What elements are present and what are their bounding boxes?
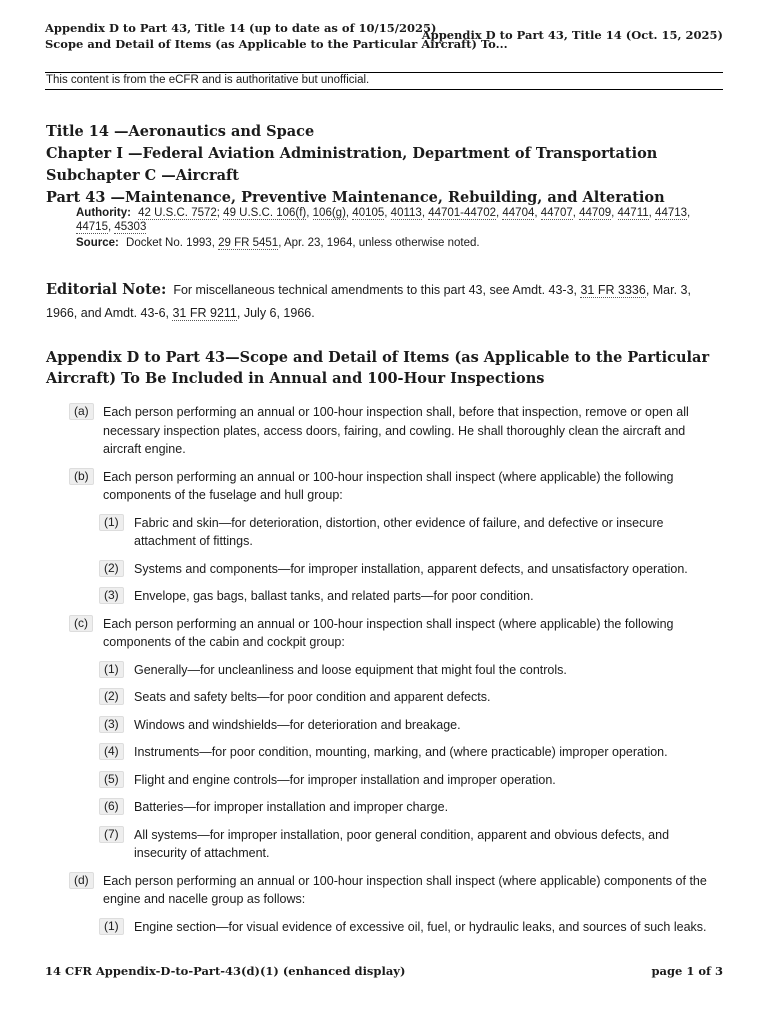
subparagraph-label[interactable]: (7) — [99, 826, 124, 843]
subparagraph-text: Systems and components—for improper installation, apparent defects, and unsatisfactory operation. — [134, 561, 688, 576]
footer-page-number: page 1 of 3 — [651, 964, 723, 978]
authority-link[interactable]: 45303 — [114, 221, 147, 233]
paragraph-c — [69, 615, 722, 652]
editorial-text-2: , Mar. 3, 1966, and Amdt. 43-6, — [46, 283, 691, 320]
subparagraph-label[interactable]: (1) — [99, 514, 124, 531]
subparagraph-label[interactable]: (6) — [99, 798, 124, 815]
appendix-heading: Appendix D to Part 43—Scope and Detail of Items (as Applicable to the Particular Aircraft) To Be Included in Annual and 100-Hour Inspections — [46, 349, 710, 387]
paragraph-list — [46, 403, 722, 936]
subparagraph — [99, 826, 722, 863]
paragraph-a — [69, 403, 722, 459]
source-line — [76, 236, 722, 250]
source-post: , Apr. 23, 1964, unless otherwise noted. — [278, 237, 480, 249]
paragraph-label[interactable]: (a) — [69, 403, 94, 420]
subparagraph — [99, 514, 722, 551]
authority-separator: , — [107, 221, 115, 233]
header-subtitle-line: Scope and Detail of Items (as Applicable to the Particular Aircraft) To... — [45, 37, 508, 51]
subparagraph-text: Instruments—for poor condition, mounting, marking, and (where practicable) improper operation. — [134, 745, 668, 759]
editorial-link-2[interactable]: 31 FR 9211 — [172, 306, 237, 320]
authority-line — [76, 206, 722, 234]
chapter-heading: Chapter I —Federal Aviation Administration, Department of Transportation — [46, 145, 658, 162]
authority-link[interactable]: 44707 — [540, 207, 573, 219]
subparagraph-label[interactable]: (4) — [99, 743, 124, 760]
editorial-text-3: , July 6, 1966. — [236, 306, 315, 320]
authority-link[interactable]: 40105 — [352, 207, 385, 219]
authority-link[interactable]: 44713 — [655, 207, 688, 219]
authority-separator: , — [421, 207, 429, 219]
subparagraph — [99, 798, 722, 817]
subparagraph-text: Engine section—for visual evidence of excessive oil, fuel, or hydraulic leaks, and sources of such leaks. — [134, 919, 707, 934]
subparagraph-text: Batteries—for improper installation and improper charge. — [134, 800, 449, 814]
paragraph-label[interactable]: (b) — [69, 468, 94, 485]
footer-citation: 14 CFR Appendix-D-to-Part-43(d)(1) (enhanced display) — [45, 964, 406, 978]
paragraph-b — [69, 468, 722, 505]
subparagraph — [99, 716, 722, 735]
paragraph-text: Each person performing an annual or 100-hour inspection shall inspect (where applicable) the following components of the fuselage and hull group: — [103, 469, 674, 502]
paragraph-d — [69, 872, 722, 909]
subparagraph-label[interactable]: (3) — [99, 716, 124, 733]
subparagraph-label[interactable]: (2) — [99, 560, 124, 577]
subparagraph-label[interactable]: (1) — [99, 661, 124, 678]
subchapter-heading: Subchapter C —Aircraft — [46, 167, 239, 184]
top-rule — [45, 72, 723, 73]
paragraph-text: Each person performing an annual or 100-hour inspection shall inspect (where applicable) the following components of the cabin and cockpit group: — [103, 616, 674, 649]
source-pre: Docket No. 1993, — [126, 237, 219, 249]
editorial-link-1[interactable]: 31 FR 3336 — [580, 283, 646, 297]
subparagraph — [99, 743, 722, 762]
authority-separator: , — [306, 207, 313, 219]
subparagraph-text: Windows and windshields—for deterioration and breakage. — [134, 717, 461, 732]
authority-separator: , — [496, 207, 503, 219]
source-fr-link[interactable]: 29 FR 5451 — [218, 237, 279, 249]
authority-separator: ; — [216, 207, 224, 219]
subparagraph-text: Generally—for uncleanliness and loose equipment that might foul the controls. — [134, 662, 567, 677]
subparagraph — [99, 918, 722, 937]
subparagraph — [99, 560, 722, 579]
authority-link[interactable]: 49 U.S.C. 106(f) — [223, 207, 307, 219]
editorial-note — [46, 278, 722, 325]
header-title-line: Appendix D to Part 43, Title 14 (up to date as of 10/15/2025) — [45, 21, 437, 35]
subparagraph-text: Flight and engine controls—for improper installation and improper operation. — [134, 772, 556, 787]
subparagraph-label[interactable]: (3) — [99, 587, 124, 604]
subparagraph — [99, 587, 722, 606]
editorial-text-1: For miscellaneous technical amendments to this part 43, see Amdt. 43-3, — [173, 283, 581, 297]
authority-separator: , — [611, 207, 618, 219]
subparagraph-text: Fabric and skin—for deterioration, distortion, other evidence of failure, and defective or insecure attachment of fittings. — [134, 515, 664, 548]
authority-link[interactable]: 106(g) — [312, 207, 346, 219]
authority-link[interactable]: 44704 — [502, 207, 535, 219]
authority-link[interactable]: 44715 — [76, 221, 108, 233]
notice-rule — [45, 89, 723, 90]
paragraph-text: Each person performing an annual or 100-hour inspection shall inspect (where applicable) components of the engine and nacelle group as follows: — [103, 873, 707, 906]
subparagraph — [99, 771, 722, 790]
subparagraph-text: Seats and safety belts—for poor condition and apparent defects. — [134, 690, 491, 704]
subparagraph-label[interactable]: (5) — [99, 771, 124, 788]
authority-separator: , — [572, 207, 580, 219]
authority-separator: , — [687, 207, 691, 219]
authority-link[interactable]: 44709 — [579, 207, 612, 219]
paragraph-label[interactable]: (c) — [69, 615, 93, 632]
authority-link[interactable]: 40113 — [390, 207, 422, 219]
editorial-label: Editorial Note: — [46, 281, 167, 298]
subparagraph-text: Envelope, gas bags, ballast tanks, and related parts—for poor condition. — [134, 589, 534, 603]
authority-label: Authority: — [76, 207, 131, 219]
subparagraph-label[interactable]: (2) — [99, 688, 124, 705]
source-label: Source: — [76, 237, 119, 249]
authority-separator: , — [534, 207, 541, 219]
authority-separator: , — [648, 207, 656, 219]
subparagraph — [99, 661, 722, 680]
ecfr-notice: This content is from the eCFR and is authoritative but unofficial. — [46, 74, 370, 86]
page-header-right: Appendix D to Part 43, Title 14 (Oct. 15, 2025) — [421, 28, 723, 42]
authority-separator: , — [345, 207, 353, 219]
authority-link[interactable]: 44711 — [617, 207, 649, 219]
authority-separator: , — [384, 207, 391, 219]
subparagraph-label[interactable]: (1) — [99, 918, 124, 935]
paragraph-label[interactable]: (d) — [69, 872, 94, 889]
subparagraph-text: All systems—for improper installation, poor general condition, apparent and obvious defects, and insecurity of attachment. — [134, 827, 670, 860]
document-body — [46, 123, 722, 945]
authority-links — [76, 207, 690, 234]
subparagraph — [99, 688, 722, 707]
paragraph-text: Each person performing an annual or 100-hour inspection shall, before that inspection, remove or open all necessary inspection plates, access doors, fairing, and cowling. He shall thoroughly clean the aircraft and aircraft engine. — [103, 405, 689, 456]
authority-link[interactable]: 44701-44702 — [428, 207, 496, 219]
authority-link[interactable]: 42 U.S.C. 7572 — [138, 207, 217, 219]
part-heading: Part 43 —Maintenance, Preventive Maintenance, Rebuilding, and Alteration — [46, 189, 665, 206]
title-heading: Title 14 —Aeronautics and Space — [46, 123, 315, 140]
